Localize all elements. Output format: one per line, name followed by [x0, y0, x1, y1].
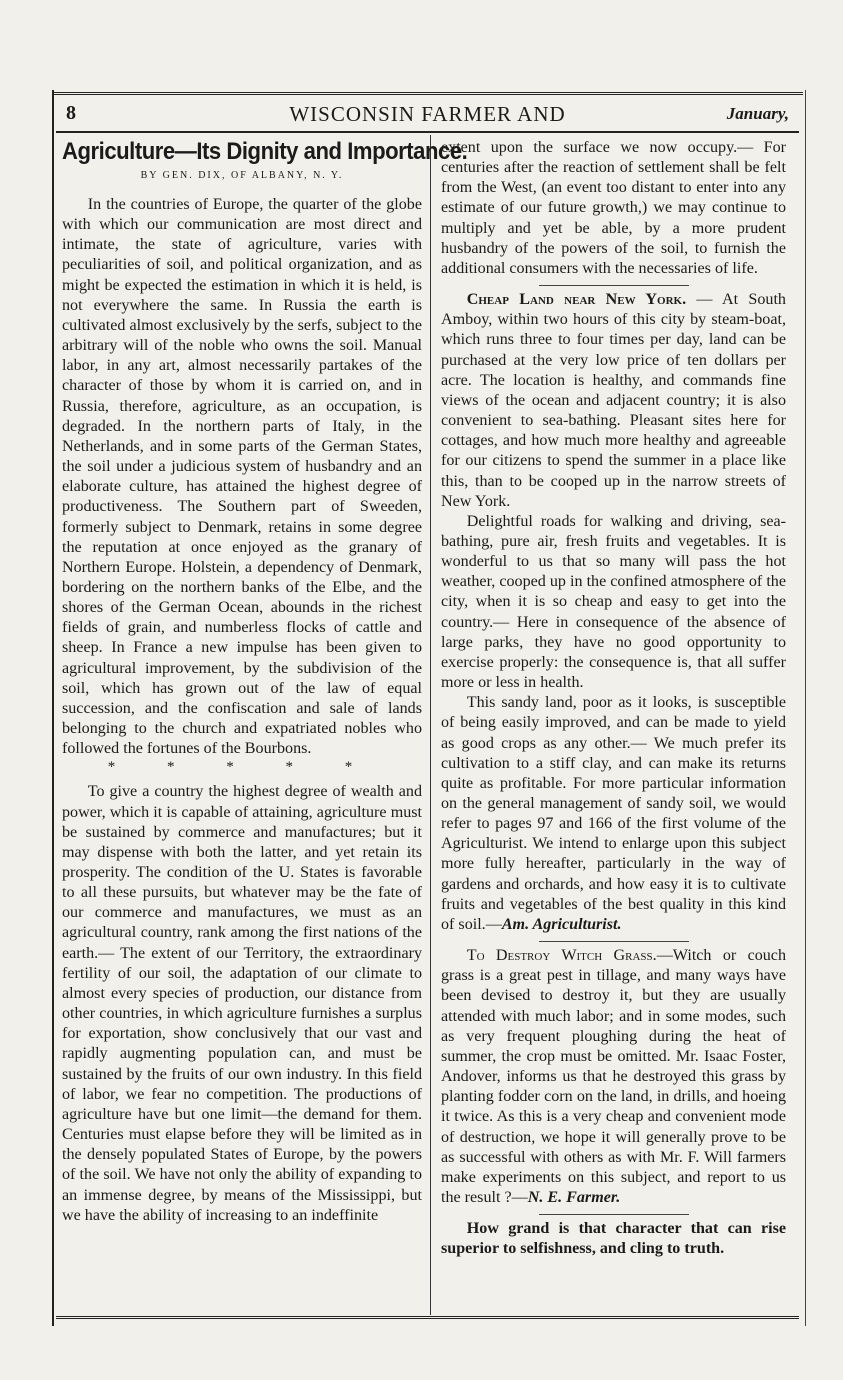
article-paragraph: Delightful roads for walking and driving, sea-bathing, pure air, fresh fruits and vegetables. It is wonderful to us that so many will pass the hot weather, cooped up in the confined atmosphere of the city, when it is so cheap and easy to get into the country.— Here in consequence of the absence of large parks, they have no good opportunity to exercise properly: the consequence is, that all suffer more or less in health.: [441, 512, 786, 692]
section-divider: [539, 1214, 689, 1215]
article-byline: BY GEN. DIX, OF ALBANY, N. Y.: [140, 170, 344, 181]
article-source: N. E. Farmer.: [527, 1188, 621, 1206]
right-column: [441, 138, 786, 1259]
issue-month: January,: [726, 104, 789, 123]
top-rule: [52, 92, 803, 95]
article-paragraph: To Destroy Witch Grass.—Witch or couch grass is a great pest in tillage, and many ways have been devised to destroy it, but they are usually attended with much labor; and in some modes, such as very frequent ploughing during the heat of summer, the crop must be omitted. Mr. Isaac Foster, Andover, informs us that he destroyed this grass by planting fodder corn on the land, in drills, and hoeing it twice. As this is a very cheap and convenient mode of destruction, we hope it will generally prove to be as successful with others as with Mr. F. Will farmers make experiments on this subject, and report to us the result ?—N. E. Farmer.: [441, 947, 786, 1206]
closing-maxim: How grand is that character that can rise superior to selfishness, and cling to truth.: [441, 1220, 786, 1258]
article-paragraph-continued: extent upon the surface we now occupy.— For centuries after the reaction of settlement shall be felt from the West, (an event too distant to enter into any estimate of our future growth,) we may continue to multiply and yet be able, by a more prudent husbandry of the powers of the soil, to furnish the additional consumers with the necessaries of life.: [441, 139, 786, 277]
article-paragraph: This sandy land, poor as it looks, is susceptible of being easily improved, and can be made to yield as good crops as any other.— We much prefer its cultivation to a stiff clay, and can make its returns quite as profitable. For more particular information on the general management of sandy soil, we would refer to pages 97 and 166 of the first volume of the Agriculturist. We intend to enlarge upon this subject more fully hereafter, particularly in the way of gardens and orchards, and how easy it is to cultivate fruits and vegetables of the best quality in this kind of soil.—Am. Agriculturist.: [441, 694, 786, 933]
section-divider: [539, 941, 689, 942]
header-rule: [56, 131, 799, 133]
article-title: Agriculture—Its Dignity and Importance.: [62, 138, 468, 165]
article-paragraph: Cheap Land near New York. — At South Amboy, within two hours of this city by steam-boat, which runs three to four times per day, land can be purchased at the very low price of ten dollars per acre. The location is healthy, and commands fine views of the ocean and adjacent country; it is also convenient to sea-bathing. Pleasant sites here for cottages, and how much more healthy and agreeable for our citizens to spend the summer in a place like this, than to be cooped up in the narrow streets of New York.: [441, 291, 786, 510]
article-heading: To Destroy Witch Grass.: [466, 947, 657, 965]
running-title: WISCONSIN FARMER AND: [289, 102, 566, 126]
section-divider: [539, 285, 689, 286]
page-number: 8: [66, 102, 76, 124]
section-stars: * * * * *: [107, 759, 377, 776]
article-paragraph: To give a country the highest degree of wealth and power, which it is capable of attaining, agriculture must be sustained by commerce and manufactures; but it may dispense with both the latter, and yet retain its prosperity. The condition of the U. States is favorable to all these pursuits, but whatever may be the fate of our commerce and manufactures, we must as an agricultural country, rank among the first nations of the earth.— The extent of our Territory, the extraordinary fertility of our soil, the adaptation of our climate to almost every species of production, our distance from other countries, in which agriculture furnishes a surplus for exportation, show conclusively that our vast and rapidly augmenting population can, and must be sustained by the fruits of our own industry. In this field of labor, we fear no competition. The productions of agriculture have but one limit—the demand for them. Centuries must elapse before they will be limited as in the densely populated States of Europe, by the powers of the soil. We have not only the ability of expanding to an immense degree, by means of the Mississippi, but we have the ability of increasing to an indeffinite: [62, 783, 422, 1224]
page-header: [60, 100, 795, 128]
article-source: Am. Agriculturist.: [501, 915, 622, 933]
bottom-rule: [56, 1316, 799, 1319]
article-heading: Cheap Land near New York.: [466, 291, 687, 309]
article-paragraph: In the countries of Europe, the quarter of the globe with which our communication are most direct and intimate, the state of agriculture, varies with peculiarities of soil, and political organization, and as might be expected the estimation in which it is held, is not everywhere the same. In Russia the earth is cultivated almost exclusively by the serfs, subject to the arbitrary will of the noble who owns the soil. Manual labor, in any art, almost necessarily partakes of the character of those by whom it is carried on, and in Russia, therefore, agriculture, as an occupation, is degraded. In the northern parts of Italy, in the Netherlands, and in some parts of the German States, the soil under a judicious system of husbandry and an elaborate culture, has attained the highest degree of productiveness. The Southern part of Sweeden, formerly subject to Denmark, retains in some degree the reputation at once enjoyed as the granary of Northern Europe. Holstein, a dependency of Denmark, bordering on the northern banks of the Elbe, and the shores of the German Ocean, abounds in the richest fields of grain, and numberless flocks of cattle and sheep. In France a new impulse has been given to agricultural improvement, by the subdivision of the soil, which has grown out of the law of equal succession, and the confiscation and sale of lands belonging to the church and expatriated nobles who followed the fortunes of the Bourbons.: [62, 196, 422, 758]
column-divider: [430, 135, 431, 1315]
left-column: [62, 138, 468, 1226]
